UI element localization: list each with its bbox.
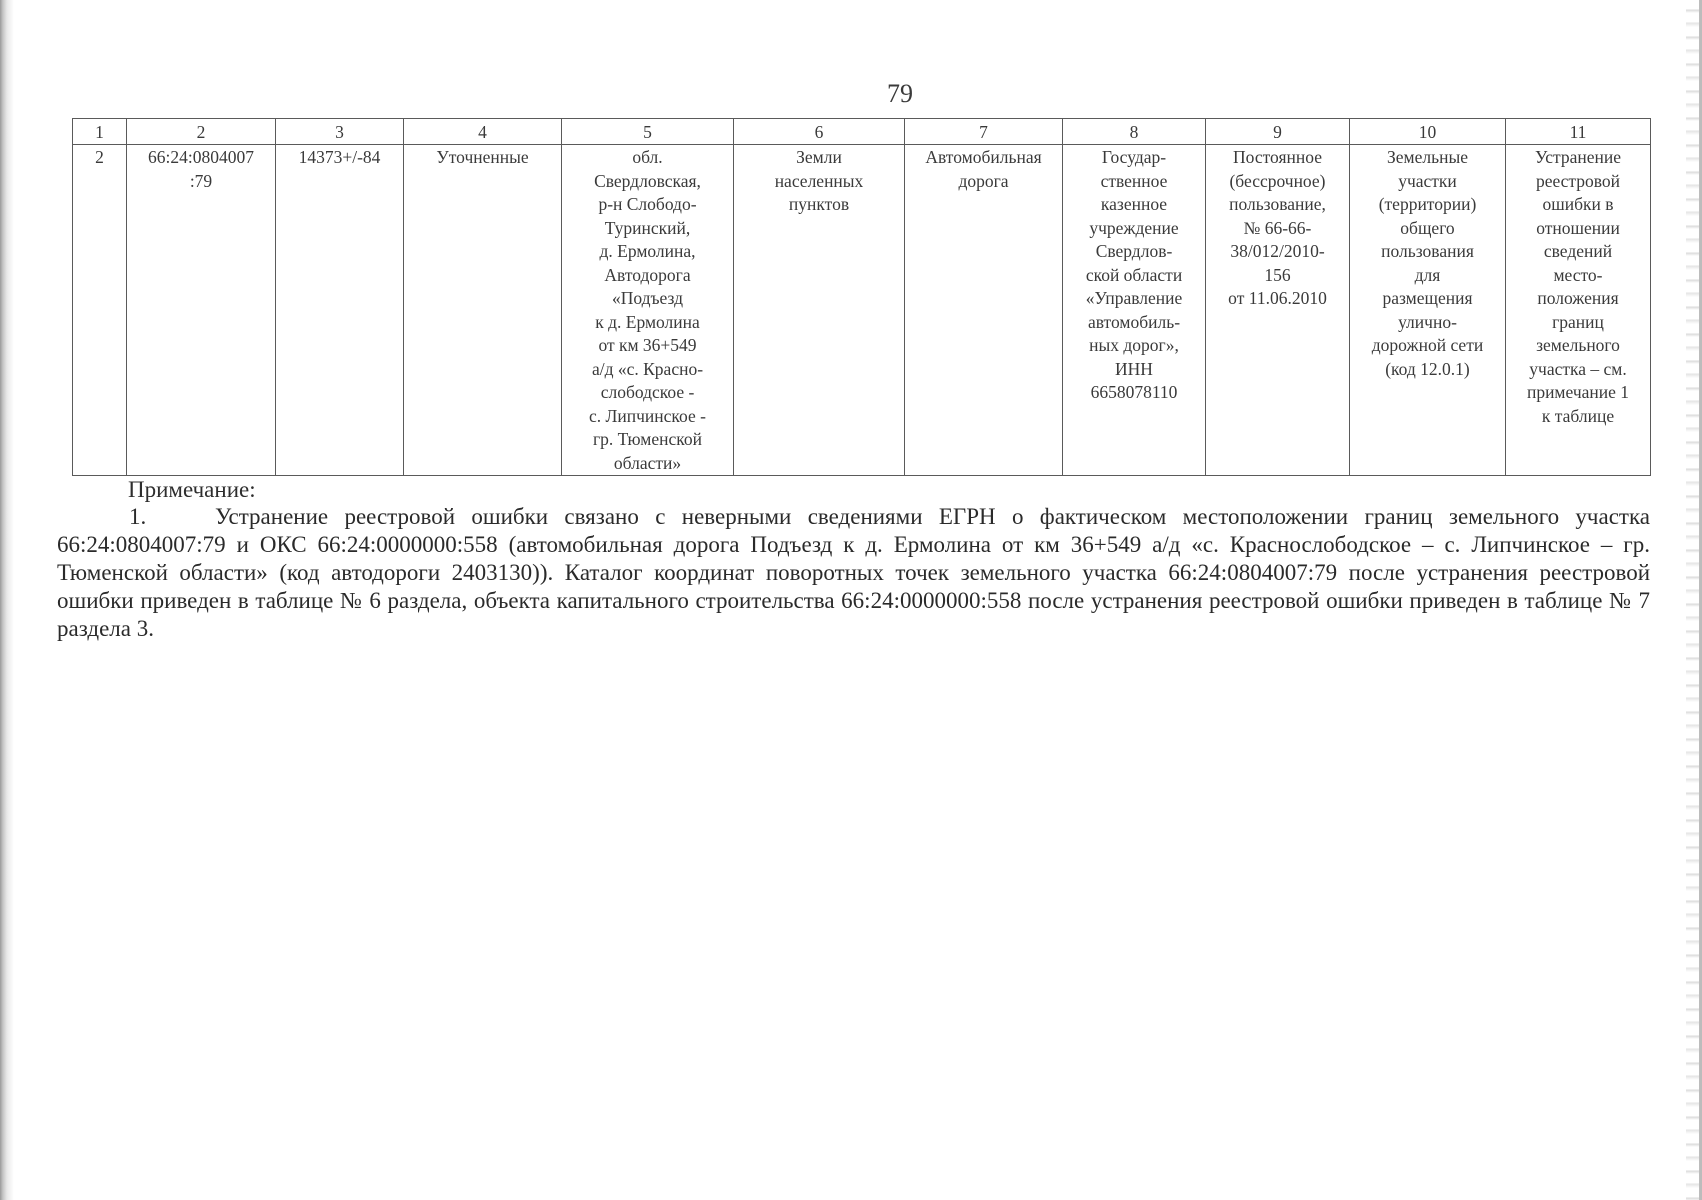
cell-row-number: 2 bbox=[73, 145, 127, 476]
column-header: 2 bbox=[127, 119, 276, 145]
column-header: 11 bbox=[1506, 119, 1651, 145]
note-item-number: 1. bbox=[129, 504, 147, 529]
cell-use-type: Земельные участки (территории) общего пользования для размещения улично- дорожной сети (код 12.0.1) bbox=[1350, 145, 1506, 476]
cell-right-holder: Государ- ственное казенное учреждение Свердлов- ской области «Управление автомобиль- ных дорог», ИНН 6658078110 bbox=[1063, 145, 1206, 476]
note-item-text: Устранение реестровой ошибки связано с неверными сведениями ЕГРН о фактическом местоположении границ земельного участка 66:24:0804007:79 и ОКС 66:24:0000000:558 (автомобильная дорога Подъезд к д. Ермолина от км 36+549 а/д «с. Краснослободское – с. Липчинское – гр. Тюменской области» (код автодороги 2403130)). Каталог координат поворотных точек земельного участка 66:24:0804007:79 после устранения реестровой ошибки приведен в таблице № 6 раздела, объекта капитального строительства 66:24:0000000:558 после устранения реестровой ошибки приведен в таблице № 7 раздела 3. bbox=[57, 504, 1650, 641]
column-header: 6 bbox=[734, 119, 905, 145]
cell-comment: Устранение реестровой ошибки в отношении сведений место- положения границ земельного участка – см. примечание 1 к таблице bbox=[1506, 145, 1651, 476]
scan-edge-left bbox=[0, 0, 14, 1200]
note-item bbox=[57, 503, 1650, 643]
cell-right-type: Постоянное (бессрочное) пользование, № 66-66- 38/012/2010- 156 от 11.06.2010 bbox=[1206, 145, 1350, 476]
note-heading: Примечание: bbox=[128, 477, 256, 502]
cell-cadastral-number: 66:24:0804007 :79 bbox=[127, 145, 276, 476]
cell-address: обл. Свердловская, р-н Слободо- Туринский, д. Ермолина, Автодорога «Подъезд к д. Ермолина от км 36+549 а/д «с. Красно- слободское - с. Липчинское - гр. Тюменской области» bbox=[562, 145, 734, 476]
data-table bbox=[72, 118, 1651, 476]
cell-land-category: Земли населенных пунктов bbox=[734, 145, 905, 476]
table-header-row bbox=[73, 119, 1651, 145]
column-header: 5 bbox=[562, 119, 734, 145]
column-header: 9 bbox=[1206, 119, 1350, 145]
page-number: 79 bbox=[887, 79, 913, 108]
column-header: 10 bbox=[1350, 119, 1506, 145]
scan-edge-right bbox=[1686, 0, 1702, 1200]
column-header: 3 bbox=[276, 119, 404, 145]
cell-area: 14373+/-84 bbox=[276, 145, 404, 476]
column-header: 1 bbox=[73, 119, 127, 145]
column-header: 7 bbox=[905, 119, 1063, 145]
column-header: 4 bbox=[404, 119, 562, 145]
cell-permitted-use: Автомобильная дорога bbox=[905, 145, 1063, 476]
table-row bbox=[73, 145, 1651, 476]
cell-area-status: Уточненные bbox=[404, 145, 562, 476]
column-header: 8 bbox=[1063, 119, 1206, 145]
